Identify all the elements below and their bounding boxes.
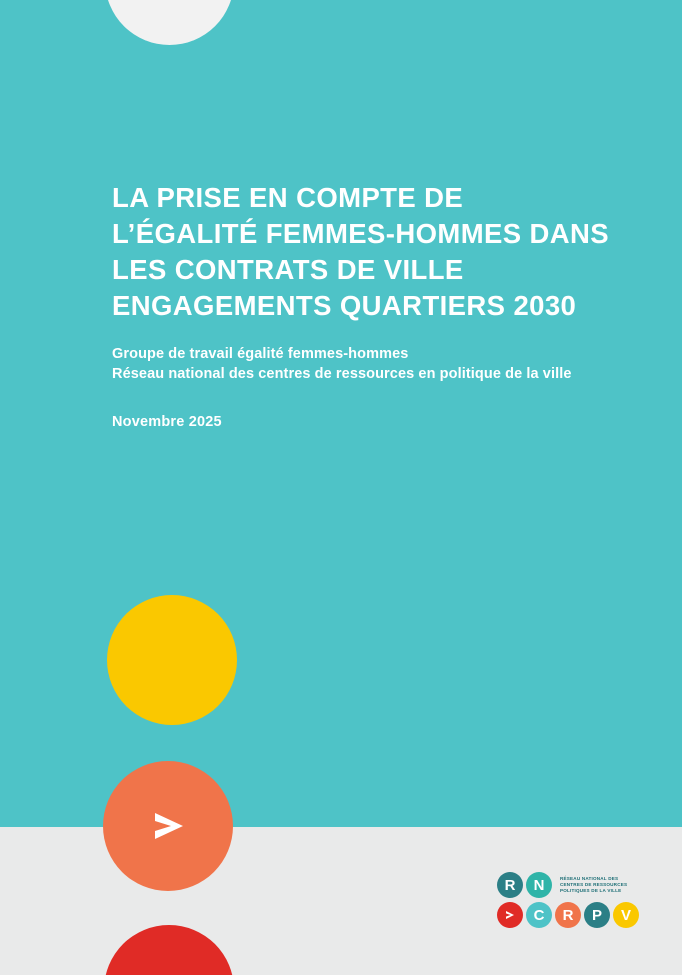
logo-badge-v: V [613, 902, 639, 928]
logo-badge-arrow-icon [497, 902, 523, 928]
logo-badge-n: N [526, 872, 552, 898]
title-block [112, 180, 612, 324]
logo-text-line-2: CENTRES DE RESSOURCES [560, 882, 628, 887]
chevron-right-small-icon [503, 908, 517, 922]
logo-text-block [560, 876, 627, 894]
logo-badge-r2: R [555, 902, 581, 928]
decorative-circle-yellow [107, 595, 237, 725]
decorative-circle-orange [103, 761, 233, 891]
logo-badge-c: C [526, 902, 552, 928]
page-title: LA PRISE EN COMPTE DE L’ÉGALITÉ FEMMES-HOMMES DANS LES CONTRATS DE VILLE ENGAGEMENTS QUARTIERS 2030 [112, 182, 610, 321]
chevron-right-icon [141, 799, 195, 853]
subtitle-line-2: Réseau national des centres de ressources en politique de la ville [112, 366, 572, 382]
decorative-circle-white [105, 0, 234, 45]
logo-badge-p: P [584, 902, 610, 928]
subtitle-block [112, 344, 632, 384]
subtitle-line-1: Groupe de travail égalité femmes-hommes [112, 346, 409, 362]
logo-text-line-3: POLITIQUES DE LA VILLE [560, 888, 622, 893]
publication-date: Novembre 2025 [112, 414, 222, 430]
logo-badge-r: R [497, 872, 523, 898]
rncrpv-logo [497, 871, 642, 931]
logo-row-top [497, 871, 642, 899]
logo-text-line-1: RÉSEAU NATIONAL DES [560, 876, 619, 881]
logo-row-bottom [497, 901, 642, 929]
